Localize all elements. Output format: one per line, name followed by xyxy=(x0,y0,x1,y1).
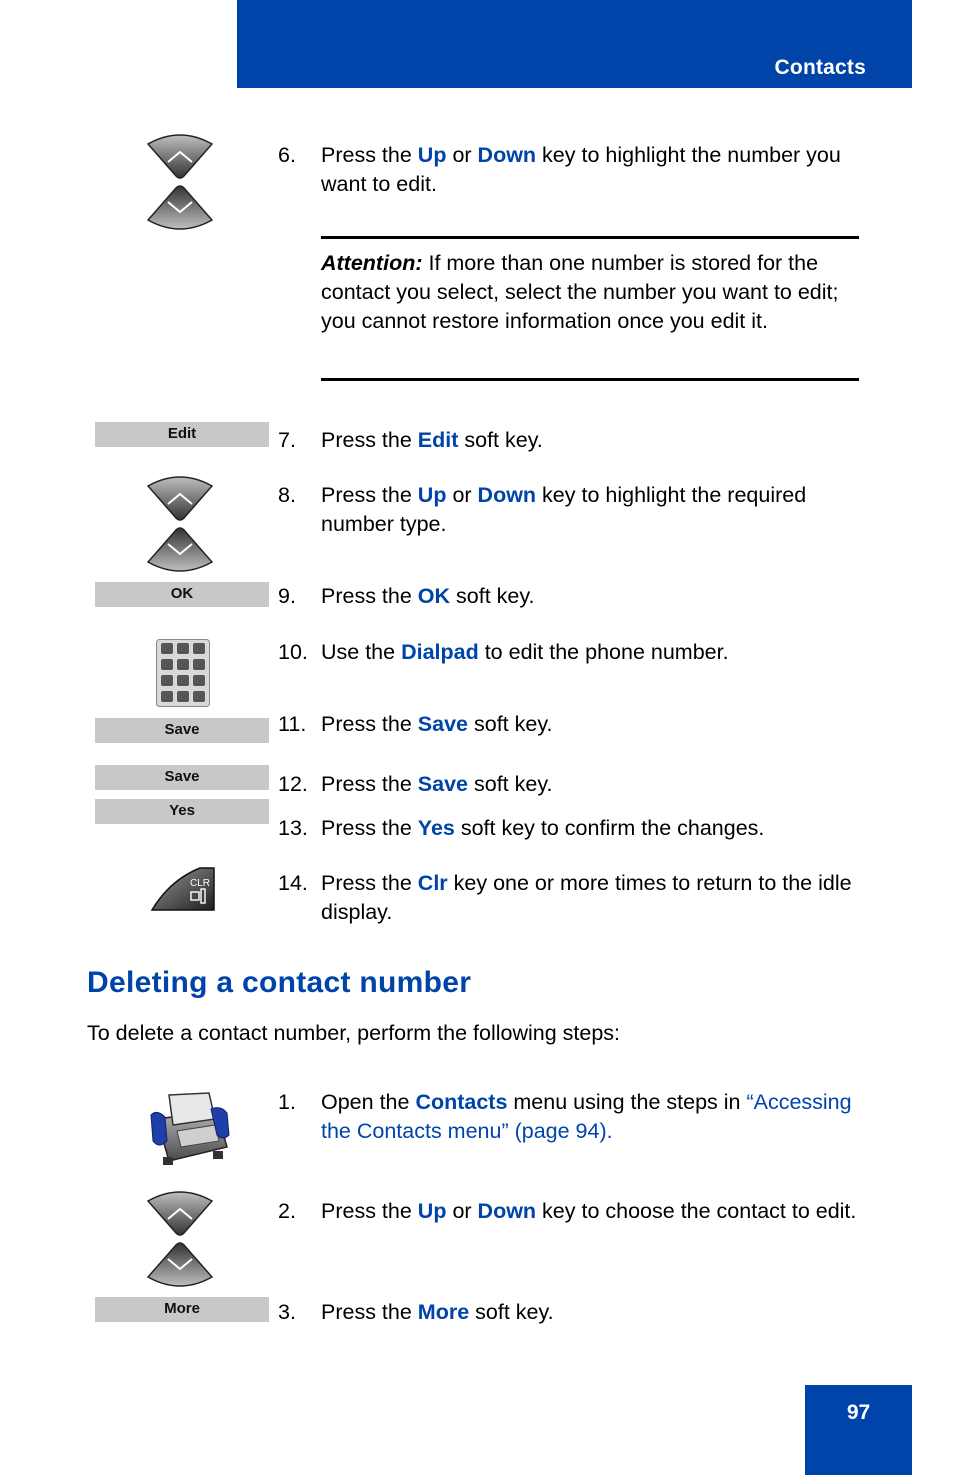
attention-text: If more than one number is stored for the contact you select, select the number you want to edit; you cannot restore information once you edit it. xyxy=(321,251,839,333)
header-bar xyxy=(237,0,912,88)
step-text: Press the Up or Down key to highlight the number you want to edit. xyxy=(321,143,841,196)
step-text: Press the OK soft key. xyxy=(321,584,535,608)
step-text: Use the Dialpad to edit the phone number. xyxy=(321,640,729,664)
more-softkey[interactable]: More xyxy=(95,1297,269,1322)
step-number: 10. xyxy=(278,640,308,664)
up-down-navigation-key-icon xyxy=(146,1189,214,1289)
step-number: 14. xyxy=(278,871,308,895)
step-text: Open the Contacts menu using the steps in “Accessing the Contacts menu” (page 94). xyxy=(321,1090,852,1143)
step-number: 13. xyxy=(278,816,308,840)
section-title: Deleting a contact number xyxy=(87,966,472,999)
step-text: Press the Up or Down key to choose the contact to edit. xyxy=(321,1199,857,1223)
save-softkey[interactable]: Save xyxy=(95,718,269,743)
ok-softkey[interactable]: OK xyxy=(95,582,269,607)
up-down-navigation-key-icon xyxy=(146,474,214,574)
step-number: 3. xyxy=(278,1300,296,1324)
step-number: 11. xyxy=(278,712,307,736)
page-number-box xyxy=(805,1385,912,1475)
page-number: 97 xyxy=(846,1401,871,1424)
step-number: 12. xyxy=(278,772,308,796)
section-header-title: Contacts xyxy=(774,56,866,79)
attention-label: Attention: xyxy=(321,251,423,275)
dialpad-icon xyxy=(156,639,210,707)
step-text: Press the Yes soft key to confirm the changes. xyxy=(321,816,765,840)
step-text: Press the Save soft key. xyxy=(321,712,553,736)
step-text: Press the Edit soft key. xyxy=(321,428,543,452)
step-number: 2. xyxy=(278,1199,296,1223)
attention-note xyxy=(321,236,859,381)
save-softkey[interactable]: Save xyxy=(95,765,269,790)
step-number: 7. xyxy=(278,428,296,452)
step-text: Press the Up or Down key to highlight the required number type. xyxy=(321,483,807,536)
accessing-contacts-menu-link[interactable]: “Accessing the Contacts menu” (page 94). xyxy=(321,1090,852,1143)
up-down-navigation-key-icon xyxy=(146,132,214,232)
yes-softkey[interactable]: Yes xyxy=(95,799,269,824)
step-number: 9. xyxy=(278,584,296,608)
clear-key-icon xyxy=(150,866,216,912)
step-text: Press the Save soft key. xyxy=(321,772,553,796)
step-number: 8. xyxy=(278,483,296,507)
section-intro: To delete a contact number, perform the following steps: xyxy=(87,1021,621,1045)
step-number: 1. xyxy=(278,1090,296,1114)
step-text: Press the Clr key one or more times to return to the idle display. xyxy=(321,871,852,924)
step-number: 6. xyxy=(278,143,296,167)
svg-text:CLR: CLR xyxy=(190,878,211,889)
step-text: Press the More soft key. xyxy=(321,1300,554,1324)
contacts-menu-icon xyxy=(147,1089,231,1167)
edit-softkey[interactable]: Edit xyxy=(95,422,269,447)
